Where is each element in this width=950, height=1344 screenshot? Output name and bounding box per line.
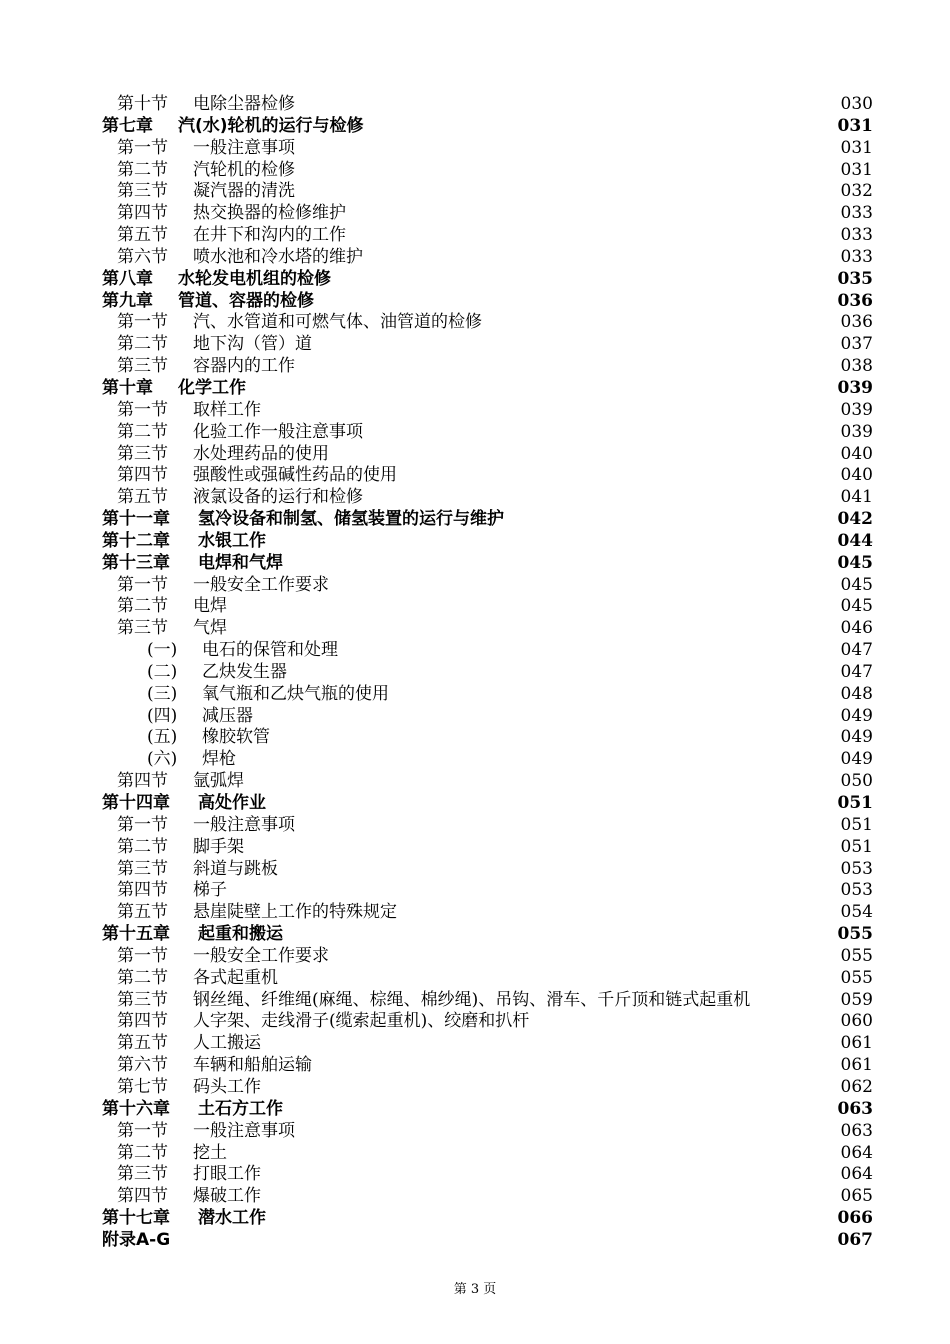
toc-entry-label: 附录A-G xyxy=(102,1229,171,1250)
toc-entry-section[interactable] xyxy=(0,815,950,837)
toc-entry-title: 液氯设备的运行和检修 xyxy=(193,487,363,508)
toc-entry-title: 凝汽器的清洗 xyxy=(193,181,295,202)
toc-entry-title: 一般注意事项 xyxy=(193,1120,295,1141)
toc-entry-subsection[interactable] xyxy=(0,640,950,662)
toc-entry-section[interactable] xyxy=(0,444,950,466)
toc-entry-section[interactable] xyxy=(0,880,950,902)
toc-entry-label: 第三节 xyxy=(117,989,168,1010)
toc-entry-section[interactable] xyxy=(0,1186,950,1208)
toc-entry-section[interactable] xyxy=(0,1077,950,1099)
toc-entry-title: 斜道与跳板 xyxy=(193,858,278,879)
toc-entry-section[interactable] xyxy=(0,837,950,859)
toc-entry-section[interactable] xyxy=(0,596,950,618)
toc-entry-label: 第十五章 xyxy=(102,924,170,945)
toc-entry-label: 第四节 xyxy=(117,880,168,901)
toc-entry-title: 土石方工作 xyxy=(198,1098,283,1119)
toc-entry-page-number: 053 xyxy=(840,858,873,879)
toc-entry-page-number: 063 xyxy=(837,1098,873,1119)
toc-entry-page-number: 035 xyxy=(837,268,873,289)
toc-entry-section[interactable] xyxy=(0,181,950,203)
toc-entry-title: 爆破工作 xyxy=(193,1186,261,1207)
toc-entry-section[interactable] xyxy=(0,334,950,356)
toc-entry-page-number: 033 xyxy=(840,246,873,267)
toc-entry-page-number: 047 xyxy=(840,661,873,682)
toc-entry-page-number: 042 xyxy=(837,509,873,530)
toc-entry-label: 第十七章 xyxy=(102,1208,170,1229)
toc-entry-label: 第一节 xyxy=(117,814,168,835)
toc-entry-title: 水轮发电机组的检修 xyxy=(178,268,331,289)
toc-entry-label: 第三节 xyxy=(117,618,168,639)
toc-entry-title: 强酸性或强碱性药品的使用 xyxy=(193,465,397,486)
toc-entry-chapter[interactable] xyxy=(0,1230,950,1252)
toc-entry-page-number: 040 xyxy=(840,443,873,464)
toc-entry-title: 地下沟（管）道 xyxy=(193,334,312,355)
toc-entry-title: 焊枪 xyxy=(202,749,236,770)
toc-entry-label: (一) xyxy=(147,640,178,661)
toc-entry-page-number: 067 xyxy=(837,1229,873,1250)
toc-entry-label: (三) xyxy=(147,683,178,704)
toc-entry-page-number: 049 xyxy=(840,705,873,726)
toc-entry-title: 各式起重机 xyxy=(193,967,278,988)
toc-entry-title: 挖土 xyxy=(193,1142,227,1163)
toc-entry-label: 第八章 xyxy=(102,268,153,289)
toc-entry-title: 气焊 xyxy=(193,618,227,639)
toc-entry-chapter[interactable] xyxy=(0,291,950,313)
toc-entry-label: 第一节 xyxy=(117,137,168,158)
toc-entry-label: 第十六章 xyxy=(102,1098,170,1119)
toc-entry-page-number: 036 xyxy=(840,312,873,333)
toc-entry-chapter[interactable] xyxy=(0,793,950,815)
toc-entry-page-number: 039 xyxy=(840,421,873,442)
toc-entry-page-number: 031 xyxy=(840,137,873,158)
toc-entry-section[interactable] xyxy=(0,94,950,116)
toc-entry-label: 第一节 xyxy=(117,1120,168,1141)
toc-entry-title: 电石的保管和处理 xyxy=(202,640,338,661)
toc-entry-label: 第五节 xyxy=(117,1033,168,1054)
toc-entry-page-number: 036 xyxy=(837,290,873,311)
toc-entry-page-number: 061 xyxy=(840,1033,873,1054)
toc-entry-section[interactable] xyxy=(0,771,950,793)
toc-entry-section[interactable] xyxy=(0,618,950,640)
toc-entry-title: 人字架、走线滑子(缆索起重机)、绞磨和扒杆 xyxy=(193,1011,530,1032)
toc-entry-label: 第一节 xyxy=(117,945,168,966)
toc-entry-section[interactable] xyxy=(0,356,950,378)
toc-entry-section[interactable] xyxy=(0,422,950,444)
toc-entry-label: (六) xyxy=(147,749,178,770)
toc-entry-subsection[interactable] xyxy=(0,749,950,771)
toc-entry-section[interactable] xyxy=(0,902,950,924)
page-footer xyxy=(0,1278,950,1297)
toc-entry-page-number: 062 xyxy=(840,1076,873,1097)
toc-entry-title: 梯子 xyxy=(193,880,227,901)
toc-entry-title: 汽轮机的检修 xyxy=(193,159,295,180)
toc-entry-title: 化学工作 xyxy=(178,377,246,398)
toc-entry-section[interactable] xyxy=(0,247,950,269)
toc-entry-chapter[interactable] xyxy=(0,531,950,553)
toc-entry-page-number: 044 xyxy=(837,530,873,551)
toc-entry-title: 汽(水)轮机的运行与检修 xyxy=(178,115,364,136)
toc-entry-label: 第六节 xyxy=(117,1055,168,1076)
toc-entry-section[interactable] xyxy=(0,138,950,160)
toc-entry-section[interactable] xyxy=(0,225,950,247)
toc-entry-section[interactable] xyxy=(0,990,950,1012)
toc-entry-page-number: 037 xyxy=(840,334,873,355)
toc-entry-page-number: 049 xyxy=(840,749,873,770)
toc-entry-section[interactable] xyxy=(0,312,950,334)
toc-entry-page-number: 041 xyxy=(840,487,873,508)
toc-entry-page-number: 051 xyxy=(840,836,873,857)
toc-entry-chapter[interactable] xyxy=(0,1099,950,1121)
toc-entry-section[interactable] xyxy=(0,946,950,968)
toc-entry-title: 电焊和气焊 xyxy=(198,552,283,573)
toc-entry-page-number: 061 xyxy=(840,1055,873,1076)
toc-entry-title: 高处作业 xyxy=(198,793,266,813)
toc-entry-title: 氢冷设备和制氢、储氢装置的运行与维护 xyxy=(198,509,504,530)
page-number: 第 3 页 xyxy=(453,1282,497,1297)
toc-entry-section[interactable] xyxy=(0,160,950,182)
toc-entry-page-number: 055 xyxy=(840,945,873,966)
toc-entry-title: 氩弧焊 xyxy=(193,771,244,792)
toc-entry-label: (二) xyxy=(147,661,178,682)
toc-entry-label: 第二节 xyxy=(117,159,168,180)
toc-entry-label: 第二节 xyxy=(117,967,168,988)
toc-entry-page-number: 049 xyxy=(840,727,873,748)
toc-entry-label: 第四节 xyxy=(117,1186,168,1207)
toc-entry-page-number: 050 xyxy=(840,771,873,792)
toc-entry-title: 钢丝绳、纤维绳(麻绳、棕绳、棉纱绳)、吊钩、滑车、千斤顶和链式起重机 xyxy=(193,989,751,1010)
toc-entry-title: 人工搬运 xyxy=(193,1033,261,1054)
toc-entry-label: 第四节 xyxy=(117,771,168,792)
toc-entry-title: 悬崖陡壁上工作的特殊规定 xyxy=(193,902,397,923)
toc-entry-page-number: 048 xyxy=(840,683,873,704)
toc-entry-label: 第五节 xyxy=(117,487,168,508)
toc-entry-title: 电焊 xyxy=(193,596,227,617)
toc-entry-title: 乙炔发生器 xyxy=(202,661,287,682)
toc-entry-page-number: 059 xyxy=(840,989,873,1010)
toc-entry-title: 一般安全工作要求 xyxy=(193,945,329,966)
toc-entry-title: 车辆和船舶运输 xyxy=(193,1055,312,1076)
toc-entry-page-number: 031 xyxy=(840,159,873,180)
toc-entry-page-number: 040 xyxy=(840,465,873,486)
toc-entry-title: 汽、水管道和可燃气体、油管道的检修 xyxy=(193,312,482,333)
toc-entry-label: 第七章 xyxy=(102,115,153,136)
toc-entry-label: 第二节 xyxy=(117,596,168,617)
toc-entry-label: 第三节 xyxy=(117,181,168,202)
toc-entry-section[interactable] xyxy=(0,465,950,487)
toc-entry-label: 第十一章 xyxy=(102,509,170,530)
toc-entry-label: 第一节 xyxy=(117,312,168,333)
toc-entry-label: 第九章 xyxy=(102,290,153,311)
table-of-contents xyxy=(0,94,950,1252)
toc-entry-page-number: 039 xyxy=(840,399,873,420)
toc-entry-title: 化验工作一般注意事项 xyxy=(193,421,363,442)
toc-entry-title: 管道、容器的检修 xyxy=(178,290,314,311)
toc-entry-chapter[interactable] xyxy=(0,553,950,575)
toc-entry-chapter[interactable] xyxy=(0,116,950,138)
toc-entry-title: 水银工作 xyxy=(198,530,266,551)
toc-entry-page-number: 063 xyxy=(840,1120,873,1141)
toc-entry-title: 一般注意事项 xyxy=(193,814,295,835)
toc-entry-title: 一般注意事项 xyxy=(193,137,295,158)
toc-entry-label: 第四节 xyxy=(117,1011,168,1032)
toc-entry-label: 第六节 xyxy=(117,246,168,267)
toc-entry-page-number: 031 xyxy=(837,115,873,136)
toc-entry-label: (四) xyxy=(147,705,178,726)
toc-entry-label: 第十章 xyxy=(102,377,153,398)
toc-entry-page-number: 064 xyxy=(840,1164,873,1185)
toc-entry-chapter[interactable] xyxy=(0,378,950,400)
toc-entry-page-number: 065 xyxy=(840,1186,873,1207)
toc-entry-title: 热交换器的检修维护 xyxy=(193,203,346,224)
toc-entry-page-number: 045 xyxy=(840,596,873,617)
toc-entry-section[interactable] xyxy=(0,968,950,990)
toc-entry-label: 第十节 xyxy=(117,94,168,114)
toc-entry-page-number: 054 xyxy=(840,902,873,923)
toc-entry-label: 第四节 xyxy=(117,465,168,486)
toc-entry-label: 第一节 xyxy=(117,399,168,420)
toc-entry-page-number: 055 xyxy=(840,967,873,988)
toc-entry-section[interactable] xyxy=(0,400,950,422)
toc-entry-label: 第五节 xyxy=(117,225,168,246)
toc-entry-title: 脚手架 xyxy=(193,836,244,857)
toc-entry-page-number: 051 xyxy=(840,814,873,835)
toc-entry-title: 氧气瓶和乙炔气瓶的使用 xyxy=(202,683,389,704)
toc-entry-section[interactable] xyxy=(0,859,950,881)
toc-entry-page-number: 060 xyxy=(840,1011,873,1032)
toc-entry-section[interactable] xyxy=(0,203,950,225)
toc-entry-label: 第五节 xyxy=(117,902,168,923)
toc-entry-page-number: 045 xyxy=(840,574,873,595)
toc-entry-chapter[interactable] xyxy=(0,1208,950,1230)
toc-entry-page-number: 053 xyxy=(840,880,873,901)
toc-entry-label: (五) xyxy=(147,727,178,748)
toc-entry-section[interactable] xyxy=(0,1055,950,1077)
toc-entry-page-number: 064 xyxy=(840,1142,873,1163)
toc-entry-page-number: 038 xyxy=(840,356,873,377)
toc-entry-subsection[interactable] xyxy=(0,662,950,684)
toc-entry-title: 打眼工作 xyxy=(193,1164,261,1185)
toc-entry-subsection[interactable] xyxy=(0,727,950,749)
toc-entry-page-number: 033 xyxy=(840,203,873,224)
toc-entry-section[interactable] xyxy=(0,575,950,597)
toc-entry-label: 第三节 xyxy=(117,1164,168,1185)
toc-entry-title: 电除尘器检修 xyxy=(193,94,295,114)
toc-entry-label: 第十四章 xyxy=(102,793,170,813)
toc-entry-section[interactable] xyxy=(0,1121,950,1143)
toc-entry-label: 第三节 xyxy=(117,443,168,464)
toc-entry-page-number: 047 xyxy=(840,640,873,661)
toc-entry-page-number: 033 xyxy=(840,225,873,246)
toc-entry-page-number: 051 xyxy=(837,793,873,813)
toc-entry-title: 喷水池和冷水塔的维护 xyxy=(193,246,363,267)
toc-entry-label: 第十三章 xyxy=(102,552,170,573)
toc-entry-page-number: 055 xyxy=(837,924,873,945)
toc-entry-label: 第二节 xyxy=(117,334,168,355)
toc-entry-page-number: 046 xyxy=(840,618,873,639)
toc-entry-chapter[interactable] xyxy=(0,269,950,291)
toc-entry-label: 第一节 xyxy=(117,574,168,595)
toc-entry-page-number: 030 xyxy=(840,94,873,114)
toc-entry-subsection[interactable] xyxy=(0,706,950,728)
toc-entry-label: 第三节 xyxy=(117,356,168,377)
toc-entry-label: 第三节 xyxy=(117,858,168,879)
toc-entry-title: 容器内的工作 xyxy=(193,356,295,377)
toc-entry-title: 橡胶软管 xyxy=(202,727,270,748)
toc-entry-subsection[interactable] xyxy=(0,684,950,706)
toc-entry-page-number: 066 xyxy=(837,1208,873,1229)
toc-entry-label: 第二节 xyxy=(117,1142,168,1163)
toc-entry-page-number: 039 xyxy=(837,377,873,398)
toc-entry-section[interactable] xyxy=(0,1164,950,1186)
toc-entry-title: 取样工作 xyxy=(193,399,261,420)
toc-entry-title: 减压器 xyxy=(202,705,253,726)
toc-entry-title: 起重和搬运 xyxy=(198,924,283,945)
toc-entry-title: 潜水工作 xyxy=(198,1208,266,1229)
toc-entry-section[interactable] xyxy=(0,1011,950,1033)
toc-entry-section[interactable] xyxy=(0,487,950,509)
toc-entry-section[interactable] xyxy=(0,1143,950,1165)
toc-entry-page-number: 045 xyxy=(837,552,873,573)
toc-entry-label: 第二节 xyxy=(117,836,168,857)
toc-entry-label: 第七节 xyxy=(117,1076,168,1097)
toc-entry-label: 第四节 xyxy=(117,203,168,224)
toc-entry-chapter[interactable] xyxy=(0,924,950,946)
toc-entry-title: 码头工作 xyxy=(193,1076,261,1097)
toc-entry-title: 一般安全工作要求 xyxy=(193,574,329,595)
toc-entry-title: 在井下和沟内的工作 xyxy=(193,225,346,246)
toc-entry-title: 水处理药品的使用 xyxy=(193,443,329,464)
toc-entry-label: 第二节 xyxy=(117,421,168,442)
toc-entry-page-number: 032 xyxy=(840,181,873,202)
toc-entry-section[interactable] xyxy=(0,1033,950,1055)
toc-entry-chapter[interactable] xyxy=(0,509,950,531)
toc-entry-label: 第十二章 xyxy=(102,530,170,551)
